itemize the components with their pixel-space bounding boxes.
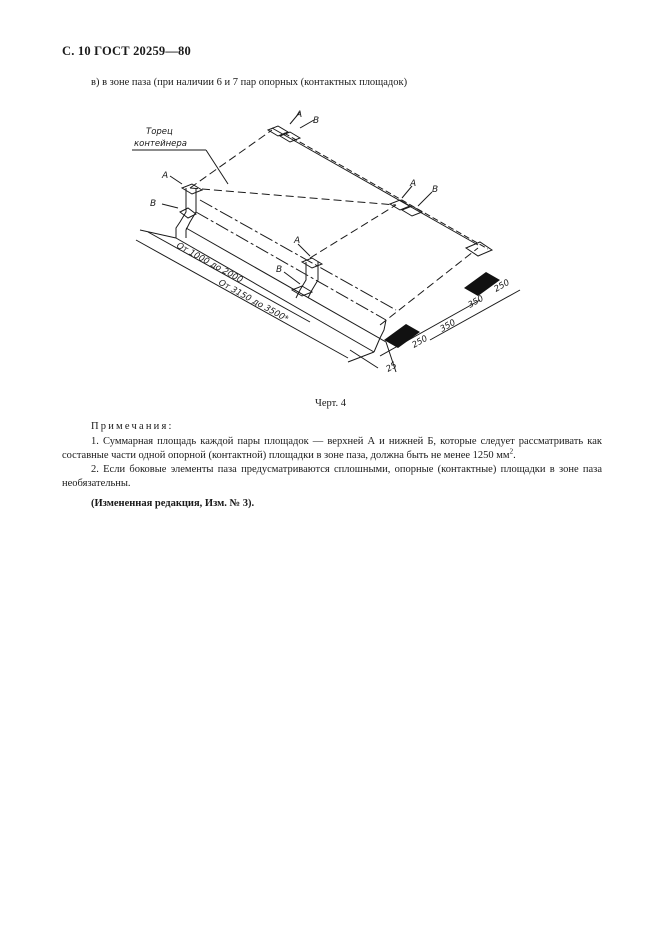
- amendment-note: (Измененная редакция, Изм. № 3).: [91, 498, 255, 509]
- dim-text-25: 25: [384, 360, 399, 375]
- figure-caption: Черт. 4: [315, 398, 346, 409]
- pad-left-a: [182, 184, 202, 194]
- container-far-dashed: [380, 248, 478, 325]
- dim-text-350-upper: 350: [466, 293, 486, 311]
- label-right-b: В: [432, 185, 439, 195]
- leader-left-a: [170, 176, 182, 184]
- dim-text-3150-3500: От 3150 до 3500*: [216, 277, 290, 325]
- leader-center-b: [284, 272, 300, 284]
- dim-line-lower-chain: [380, 300, 480, 356]
- dim-text-1000-2000: От 1000 до 2000: [174, 240, 245, 286]
- page-header: С. 10 ГОСТ 20259—80: [62, 44, 191, 58]
- note-2: 2. Если боковые элементы паза предусматриваются сплошными, опорные (контактные) площадки в зоне паза необязательны.: [62, 464, 602, 489]
- dim-text-350-lower: 350: [438, 317, 458, 335]
- notes-heading: Примечания:: [91, 421, 174, 432]
- note-1-text: 1. Суммарная площадь каждой пары площадок — верхней А и нижней Б, которые следует рассматривать как составные части одной опорной (контактной) площадки в зоне паза, должна быть не менее 1250 мм: [62, 436, 602, 461]
- container-end-dashed-right: [310, 205, 396, 258]
- leader-right-b: [418, 192, 432, 206]
- far-rail-dashed: [284, 133, 488, 249]
- dim-line-25: [350, 350, 378, 368]
- label-right-a: А: [410, 179, 417, 189]
- leader-top-b: [300, 120, 314, 128]
- section-subheading: в) в зоне паза (при наличии 6 и 7 пар опорных (контактных площадок): [91, 77, 408, 88]
- label-top-b: В: [313, 116, 320, 126]
- leader-container-end: [206, 150, 228, 184]
- label-container-end-2: контейнера: [134, 139, 187, 149]
- dim-text-250-lower: 250: [410, 333, 430, 351]
- note-1-superscript: 2: [509, 447, 514, 456]
- center-pocket-profile: [296, 262, 306, 298]
- technical-drawing: [0, 0, 661, 400]
- container-mid-dashed: [190, 188, 396, 205]
- label-container-end-1: Торец: [146, 127, 173, 137]
- far-rail-line: [272, 128, 478, 245]
- label-top-a: А: [296, 110, 303, 120]
- note-1: [62, 435, 602, 463]
- label-center-b: В: [276, 265, 283, 275]
- leader-left-b: [162, 204, 178, 208]
- container-end-dashed-left: [190, 130, 272, 188]
- note-1-end: .: [513, 450, 516, 461]
- ext-left: [140, 230, 176, 238]
- ext-near-end: [348, 352, 374, 362]
- dim-text-250-upper: 250: [492, 277, 512, 295]
- label-center-a: А: [294, 236, 301, 246]
- label-left-b: В: [150, 199, 157, 209]
- label-left-a: А: [162, 171, 169, 181]
